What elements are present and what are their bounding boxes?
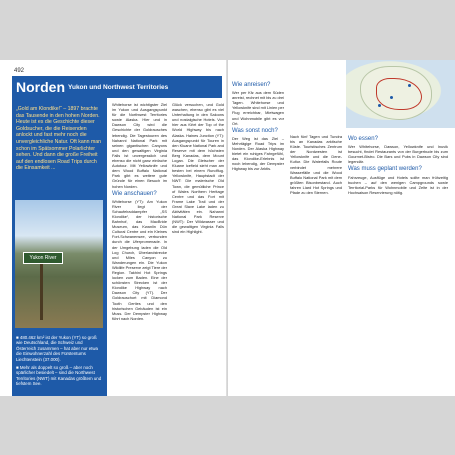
sign-pole	[40, 264, 43, 320]
sidebar-intro: „Gold am Klondike!“ – 1897 brachte das Tausende in den hohen Norden. Heute ist es die Geschichte dieser Goldsucher, die die Reisenden anlockt und fast mehr noch die unvergleichliche Natur. Oft kann man schon im Spätsommer Polarlichter sehen. Und dann die große Freiheit auf den endlosen Road Trips durch die Einsamkeit ...	[16, 106, 102, 172]
paragraph: Nach fünf Tagen und Tundra bis an Kanadas arktische Küste. Touristisches Zentrum der Nordwesten ist Yellowknife und die Dene-Kultur. Die Waterfalls Route verbindet mehrere Wasserfälle und die Wood Buffalo National Park mit dem größten Bisonbestand. Auch fahren Liard Hot Springs und Pfade zu den Sternen.	[290, 134, 342, 196]
paragraph: Glück versuchen, und Gold waschen, ebenso gibt es viel Unterhaltung in den Saloons und nostalgische Hotels. Von hier aus führt der Top of the World Highway bis nach Alaska. Haines Junction (YT): Ausgangspunkt für Touren in den Kluane National Park and Reserve mit dem höchsten Berg Kanadas, dem Mount Logan. Die Gletscher der Kluane Icefield sieht man am besten bei einem Rundflug. Yellowknife, Hauptstadt der NWT: Die malerische Old Town, die gemütliche Prince of Wales Northern Heritage Centre und das Fort mit Frame Lake Trail und der Great Slave Lake laden zu Aktivitäten ein. Nahanni National Park Reserve (NWT): Der Wildwasser und die gewaltigen Virginia Falls sind ein Highlight.	[172, 102, 224, 235]
chapter-title: Norden	[16, 79, 65, 95]
photo-sign: Yukon River	[23, 252, 63, 264]
paragraph: Wer Whitehorse, Dawson, Yellowknife und Inuvik besucht, findet Restaurants von der Burgerbude bis zum Gourmet-Bistro. Die Bars und Pubs in Dawson City sind legendär.	[348, 144, 448, 165]
text-column-2	[172, 102, 224, 236]
paragraph: Wer per Kfz aus dem Süden anreist, rechnet mit bis zu drei Tagen. Whitehorse und Yellowknife sind mit Linien per Flug erreichbar, Mietwagen und Wohnmobile gibt es vor Ort.	[232, 90, 284, 126]
section-heading: Wo essen?	[348, 136, 378, 142]
paragraph: Der Weg ist das Ziel – Mehrtägige Road Trips im Norden. Der Alaska Highway bietet ein ruhiges Fahrgefühl, das Klondike-Erlebnis ist noch lebendig, der Dempster Highway bis zur Arktis.	[232, 135, 284, 172]
book-spread	[0, 60, 455, 396]
paragraph: Whitehorse (YT): Am Yukon River liegt der Schaufelraddampfer „SS Klondike“, der historische Bahnhof, das MacBride Museum, das Kwanlin Dün Cultural Centre und ein Kleines Fort-Schwanensee, verbunden durch die Uferpromenade. In der Umgebung laden die Old Log Church, Überlandstrecke und Miles Canyon zu Wanderungen ein. Die Yukon Wildlife Preserve zeigt Tiere der Region. Takhini Hot Springs locken zum Baden. Eine der schönsten Strecken ist der Klondike Highway nach Dawson City (YT). Der Goldrauschort mit Diamond Tooth Gerties und den historischen Gebäuden ist ein Muss. Der Dempster Highway führt nach Norden.	[112, 198, 167, 321]
left-page	[0, 60, 227, 396]
section-heading: Wie anreisen?	[232, 82, 271, 88]
right-page	[228, 60, 455, 396]
map-city-marker	[378, 104, 381, 107]
page-number: 492	[14, 68, 25, 74]
section-heading: Was sonst noch?	[232, 127, 278, 134]
text-column-4	[290, 134, 342, 197]
text-column-1	[112, 102, 167, 323]
map-city-marker	[408, 84, 411, 87]
text-column-3	[232, 80, 284, 174]
chapter-title-bar	[12, 76, 222, 98]
map-city-marker	[390, 96, 393, 99]
sidebar-notes	[16, 335, 102, 390]
section-heading: Was muss geplant werden?	[348, 166, 422, 173]
text-column-5	[348, 134, 448, 197]
region-map	[346, 60, 455, 128]
sidebar-note: ■ 480.462 km² ist der Yukon (YT) so groß wie Deutschland, die Schweiz und Österreich zusammen – hat aber nur etwa die Einwohnerzahl des Fürstentums Liechtenstein (37.000).	[16, 335, 98, 362]
section-heading: Wie anschauen?	[112, 190, 157, 197]
paragraph: Whitehorse ist wichtigster Ziel im Yukon und Ausgangspunkt für die Northwest Territories sowie Alaska. Hier und in Dawson City wird die Geschichte der Goldrausches lebendig. Die Tagestouren des Nahanni National Park mit seinen gigantischen Canyons und den gewaltigen Virginia Falls ist unvergesslich und ebenso die nicht ganz einfache Autotour. Mit Yellowknife und dem Wood Buffalo National Park gibt es weitere gute Gründe für einen Besuch im hohen Norden.	[112, 102, 167, 189]
chapter-subtitle: Yukon und Northwest Territories	[68, 83, 169, 91]
sidebar-note: ■ Mehr als doppelt so groß – aber noch spärlicher besiedelt – sind die Northwest Territories (NWT) mit Kanadas größtem und tiefstem See.	[16, 365, 102, 387]
yukon-river-photo	[15, 200, 103, 328]
paragraph: Fahrzeuge, Ausflüge und Hotels sollte man frühzeitig buchen – auf den wenigen Campgrounds sowie Territorial-Parks für Wohnmobile und Zelte ist in der Hochsaison Reservierung nötig.	[348, 174, 448, 195]
